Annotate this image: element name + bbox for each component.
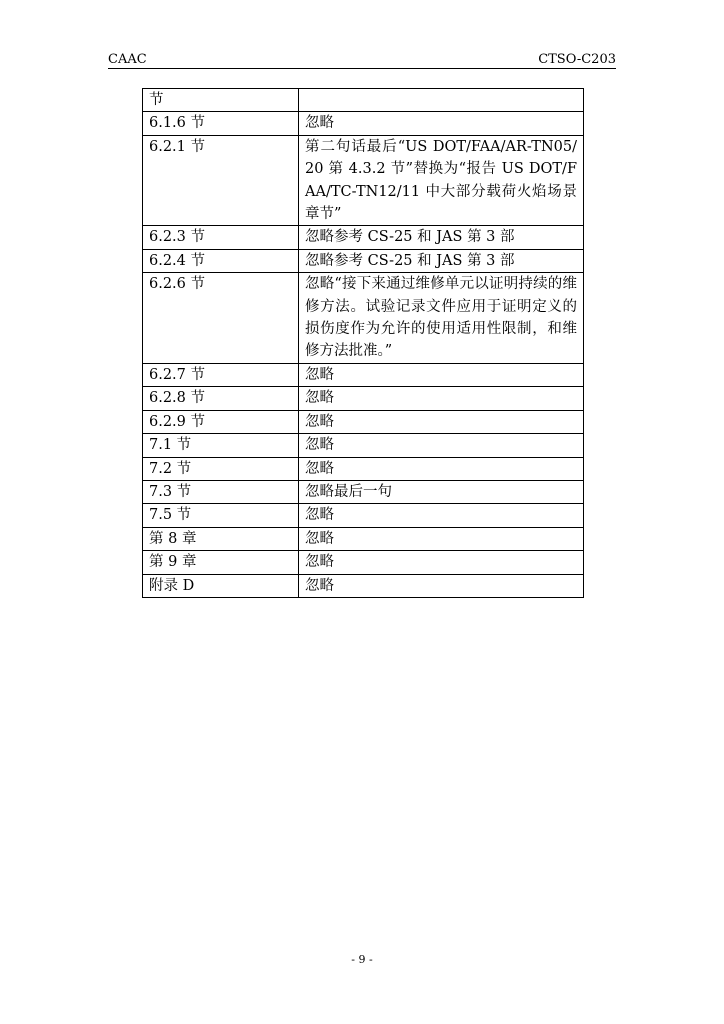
section-cell: 6.2.7 节 [143,363,299,386]
table-row [143,527,584,550]
action-cell: 忽略 [299,387,584,410]
action-cell: 忽略 [299,457,584,480]
action-cell: 忽略参考 CS-25 和 JAS 第 3 部 [299,226,584,249]
table-row [143,226,584,249]
section-cell: 7.2 节 [143,457,299,480]
action-cell: 忽略 [299,434,584,457]
deviation-table-body [143,89,584,598]
action-cell: 忽略 [299,574,584,597]
table-row [143,551,584,574]
section-cell: 附录 D [143,574,299,597]
section-cell: 节 [143,89,299,112]
table-row [143,89,584,112]
action-cell [299,89,584,112]
table-row [143,434,584,457]
section-cell: 7.3 节 [143,480,299,503]
action-cell: 忽略“接下来通过维修单元以证明持续的维修方法。试验记录文件应用于证明定义的损伤度作为允许的使用适用性限制，和维修方法批准。” [299,273,584,364]
table-row [143,574,584,597]
header-doc-id: CTSO-C203 [538,52,616,67]
action-cell: 忽略 [299,504,584,527]
action-cell: 忽略 [299,410,584,433]
action-cell: 忽略参考 CS-25 和 JAS 第 3 部 [299,249,584,272]
action-cell: 第二句话最后“US DOT/FAA/AR-TN05/20 第 4.3.2 节”替换为“报告 US DOT/FAA/TC-TN12/11 中大部分载荷火焰场景章节” [299,135,584,226]
section-cell: 第 9 章 [143,551,299,574]
table-row [143,135,584,226]
table-row [143,387,584,410]
action-cell: 忽略 [299,363,584,386]
action-cell: 忽略 [299,112,584,135]
table-row [143,410,584,433]
table-row [143,273,584,364]
section-cell: 6.2.9 节 [143,410,299,433]
page-header [108,52,616,69]
section-cell: 7.1 节 [143,434,299,457]
section-cell: 6.2.8 节 [143,387,299,410]
section-cell: 第 8 章 [143,527,299,550]
page-number: - 9 - [351,953,373,966]
action-cell: 忽略 [299,551,584,574]
section-cell: 6.2.4 节 [143,249,299,272]
section-cell: 6.1.6 节 [143,112,299,135]
table-row [143,249,584,272]
table-row [143,504,584,527]
section-cell: 7.5 节 [143,504,299,527]
action-cell: 忽略最后一句 [299,480,584,503]
deviation-table [142,88,584,598]
header-org: CAAC [108,52,147,67]
table-row [143,480,584,503]
section-cell: 6.2.1 节 [143,135,299,226]
section-cell: 6.2.6 节 [143,273,299,364]
section-cell: 6.2.3 节 [143,226,299,249]
action-cell: 忽略 [299,527,584,550]
table-row [143,363,584,386]
table-row [143,457,584,480]
table-row [143,112,584,135]
